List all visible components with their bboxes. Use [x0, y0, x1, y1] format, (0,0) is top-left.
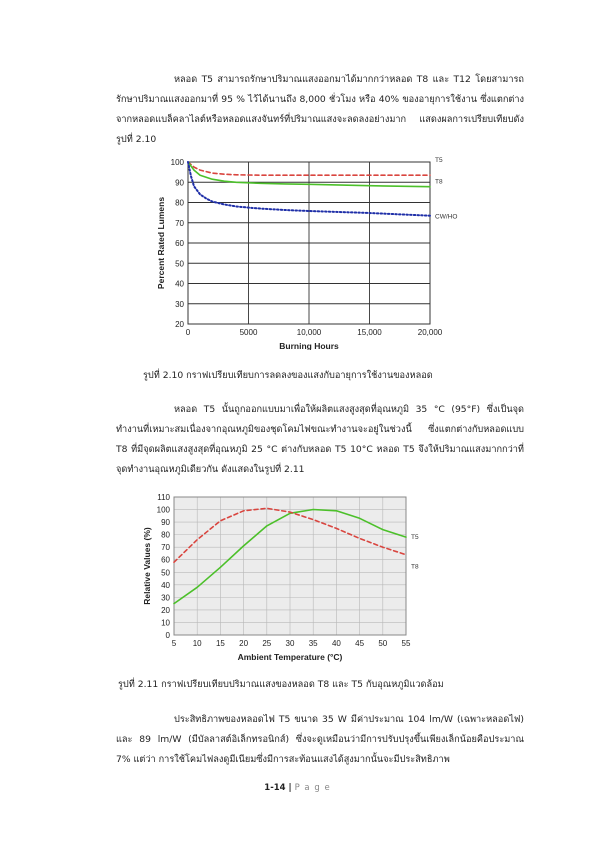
x-tick-label: 35 — [308, 639, 318, 648]
y-tick-label: 40 — [161, 580, 170, 590]
y-tick-label: 50 — [161, 568, 170, 578]
y-tick-label: 40 — [175, 279, 184, 289]
x-tick-label: 30 — [285, 639, 295, 648]
y-tick-label: 20 — [161, 605, 170, 615]
y-tick-label: 100 — [170, 158, 184, 167]
x-tick-label: 0 — [185, 328, 191, 337]
x-tick-label: 20 — [239, 639, 249, 648]
y-tick-label: 60 — [175, 239, 184, 248]
paragraph-2: หลอด T5 นั้นถูกออกแบบมาเพื่อให้ผลิตแสงสูงสุดที่อุณหภูมิ 35 °C (95°F) ซึ่งเป็นจุดทำงานที่เหมาะสมเนื่องจากอุณหภูมิของชุดโคมไฟขณะทำงานจะอยู่ในช่วงนี้ ซึ่งแตกต่างกับหลอดแบบ T8 ที่มีจุดผลิตแสงสูงสุดที่อุณหภูมิ 25 °C ต่างกับหลอด T5 10°C หลอด T5 จึงให้ปริมาณแสงมากกว่าที่จุดทำงานอุณหภูมิเดียวกัน ดังแสดงในรูปที่ 2.11 — [116, 404, 524, 475]
series-label-cw-ho: CW/HO — [435, 213, 458, 221]
y-tick-label: 20 — [175, 320, 184, 329]
x-tick-label: 40 — [331, 639, 341, 648]
x-tick-label: 15,000 — [357, 328, 382, 337]
page-footer — [0, 783, 595, 793]
chart-lumen-maintenance — [125, 150, 595, 350]
y-axis-label: Relative Values (%) — [142, 527, 152, 605]
x-tick-label: 10 — [192, 639, 202, 648]
y-axis-label: Percent Rated Lumens — [156, 196, 166, 290]
paragraph-1: หลอด T5 สามารถรักษาปริมาณแสงออกมาได้มากกว่าหลอด T8 และ T12 โดยสามารถรักษาปริมาณแสงออกมาที่ 95 % ไว้ได้นานถึง 8,000 ชั่วโมง หรือ 40% ของอายุการใช้งาน ซึ่งแตกต่างจากหลอดแบล็คลาไลต์หรือหลอดแสงจันทร์ที่ปริมาณแสงจะลดลงอย่างมาก แสดงผลการเปรียบเทียบดังรูปที่ 2.10 — [116, 74, 524, 145]
x-tick-label: 50 — [378, 639, 388, 648]
y-tick-label: 60 — [161, 555, 170, 565]
y-tick-label: 10 — [161, 618, 170, 628]
y-tick-label: 30 — [175, 299, 184, 309]
figure-2-11-caption: รูปที่ 2.11 กราฟเปรียบเทียบปริมาณแสงของหลอด T8 และ T5 กับอุณหภูมิแวดล้อม — [118, 679, 444, 690]
x-tick-label: 5 — [171, 639, 177, 648]
x-tick-label: 45 — [355, 639, 365, 648]
series-label-t5: T5 — [411, 534, 419, 542]
x-tick-label: 25 — [262, 639, 272, 648]
y-tick-label: 80 — [161, 530, 170, 540]
y-tick-label: 70 — [175, 218, 184, 228]
page-label: P a g e — [294, 783, 331, 793]
y-tick-label: 100 — [156, 505, 170, 515]
x-tick-label: 15 — [215, 639, 225, 648]
series-label-t5: T5 — [435, 157, 443, 165]
chart-temperature-output — [125, 487, 585, 667]
series-label-t8: T8 — [411, 563, 419, 571]
footer-separator: | — [285, 783, 295, 793]
y-tick-label: 80 — [175, 198, 184, 208]
paragraph-3: ประสิทธิภาพของหลอดไฟ T5 ขนาด 35 W มีค่าประมาณ 104 lm/W (เฉพาะหลอดไฟ) และ 89 lm/W (มีบัลลาสต์อิเล็กทรอนิกส์) ซึ่งจะดูเหมือนว่ามีการปรับปรุงขึ้นเพียงเล็กน้อยคือประมาณ 7% แต่ว่า การใช้โคมไฟลงดูมีเนียมซึ่งมีการสะท้อนแสงได้สูงมากนั้นจะมีประสิทธิภาพ — [116, 714, 524, 765]
series-label-t8: T8 — [435, 178, 443, 186]
x-axis-label: Ambient Temperature (°C) — [237, 652, 343, 662]
y-tick-label: 110 — [157, 493, 170, 502]
y-tick-label: 0 — [165, 631, 170, 640]
y-tick-label: 50 — [175, 259, 184, 269]
x-tick-label: 20,000 — [417, 328, 443, 337]
figure-2-10-caption: รูปที่ 2.10 กราฟเปรียบเทียบการลดลงของแสงกับอายุการใช้งานของหลอด — [143, 370, 433, 381]
x-tick-label: 55 — [401, 639, 411, 648]
y-tick-label: 90 — [161, 518, 170, 528]
y-tick-label: 90 — [175, 178, 184, 188]
y-tick-label: 30 — [161, 593, 170, 603]
y-tick-label: 70 — [161, 543, 170, 553]
x-tick-label: 10,000 — [296, 328, 322, 337]
page-number: 1-14 — [264, 783, 286, 793]
x-tick-label: 5000 — [239, 328, 258, 337]
x-axis-label: Burning Hours — [279, 341, 339, 350]
